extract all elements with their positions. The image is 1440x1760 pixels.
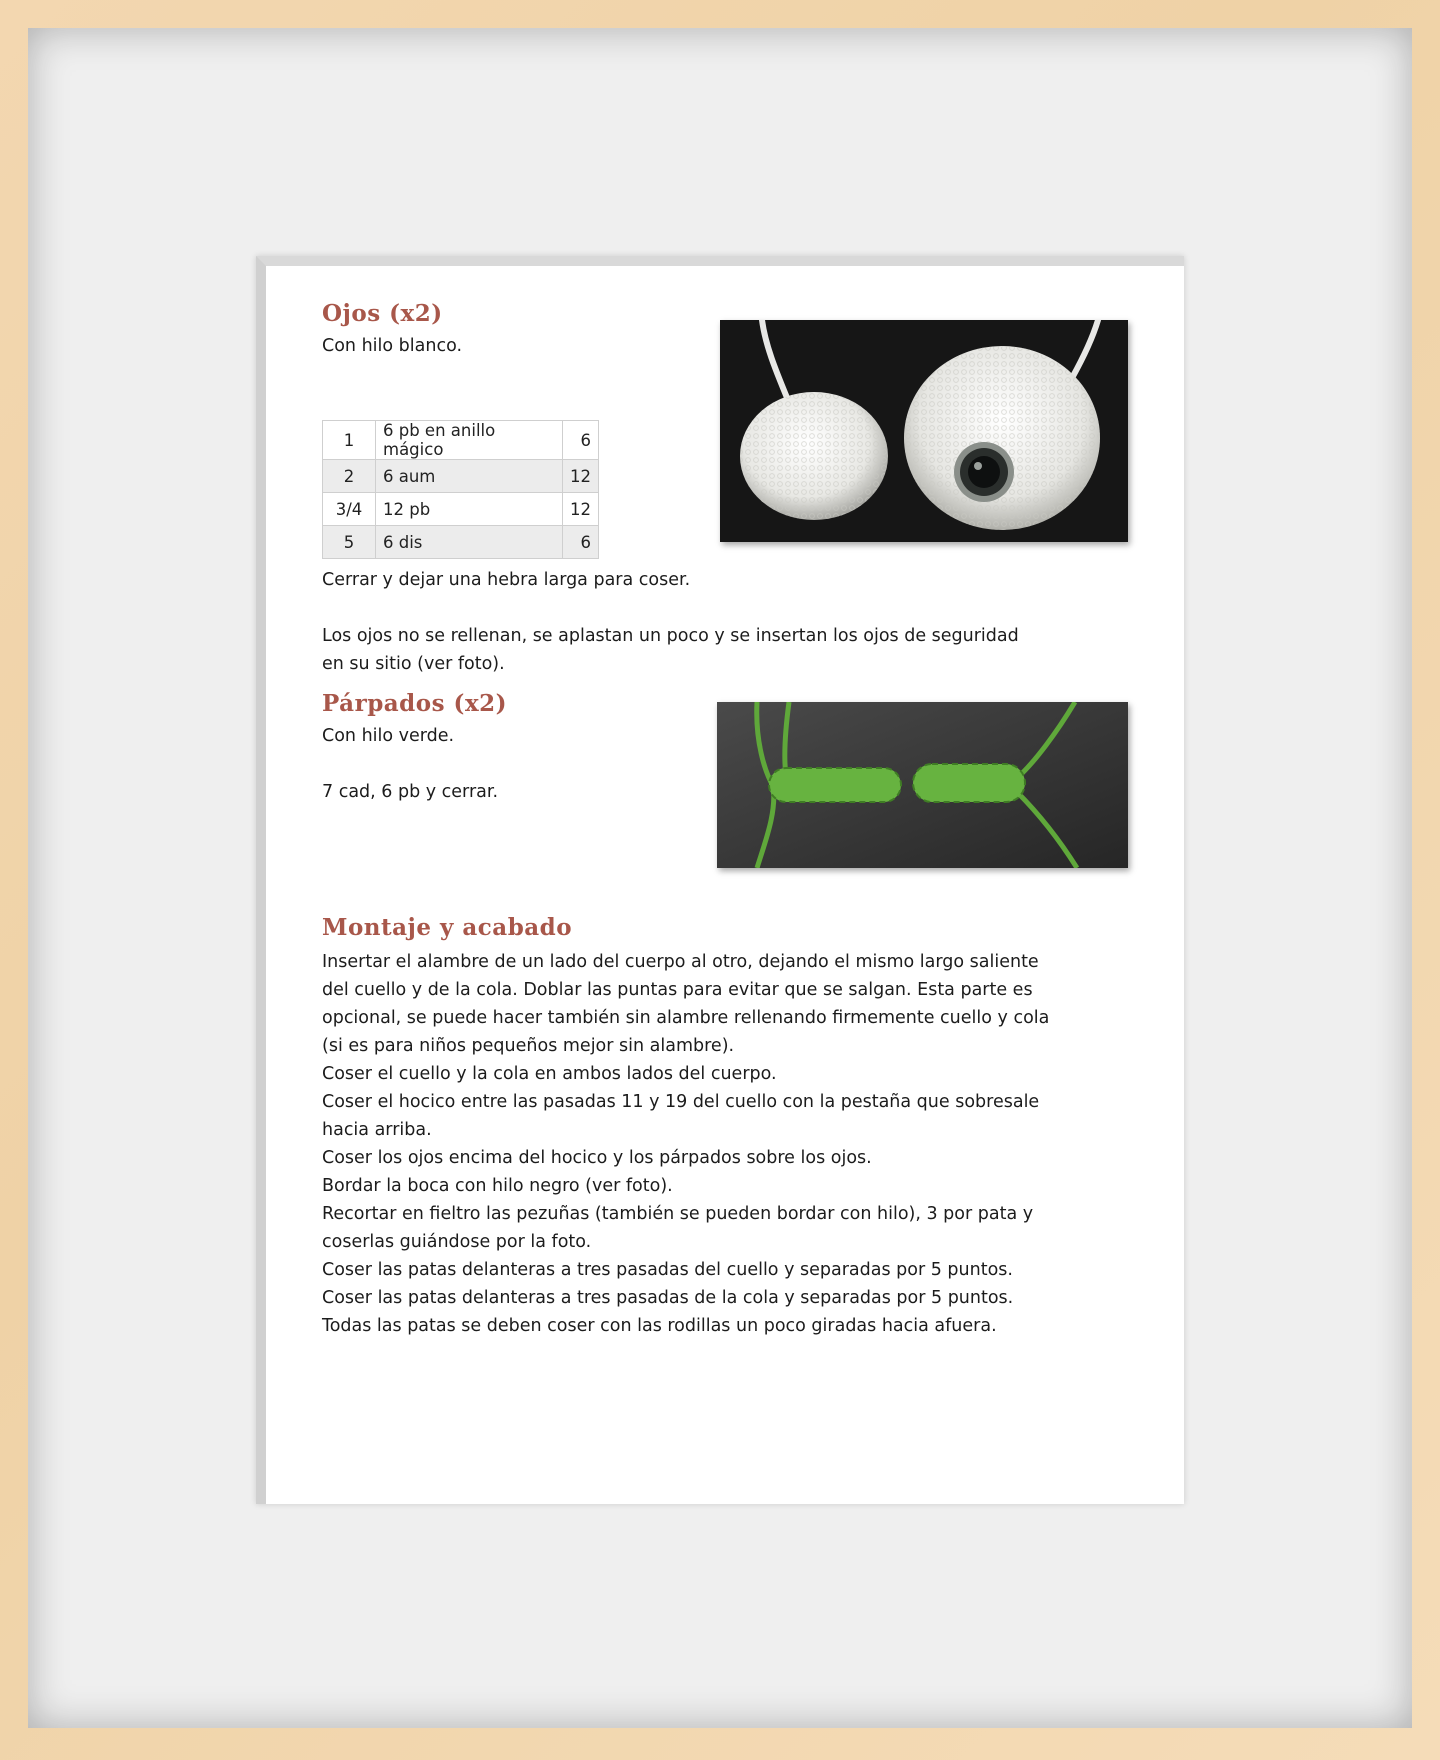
crochet-eyelids-illustration: [717, 702, 1128, 868]
row-number: 3/4: [323, 493, 376, 526]
montaje-line: Todas las patas se deben coser con las rodillas un poco giradas hacia afuera.: [322, 1316, 997, 1336]
row-count: 6: [563, 421, 599, 460]
ojos-note-line1: Los ojos no se rellenan, se aplastan un poco y se insertan los ojos de seguridad: [322, 626, 1019, 646]
row-description: 6 dis: [376, 526, 563, 559]
row-description: 6 pb en anillo mágico: [376, 421, 563, 460]
row-description: 12 pb: [376, 493, 563, 526]
ojos-heading: Ojos (x2): [322, 300, 443, 327]
row-number: 5: [323, 526, 376, 559]
ojos-note-line2: en su sitio (ver foto).: [322, 654, 505, 674]
montaje-line: Coser el hocico entre las pasadas 11 y 19 del cuello con la pestaña que sobresale: [322, 1092, 1040, 1112]
row-count: 12: [563, 493, 599, 526]
montaje-line: Recortar en fieltro las pezuñas (también se pueden bordar con hilo), 3 por pata y: [322, 1204, 1034, 1224]
crochet-eyes-illustration: [720, 320, 1128, 542]
table-row: [323, 421, 599, 460]
crochet-eyes-photo: [720, 320, 1128, 542]
ojos-subtitle: Con hilo blanco.: [322, 336, 463, 356]
parpados-subtitle: Con hilo verde.: [322, 726, 455, 746]
montaje-line: Insertar el alambre de un lado del cuerpo al otro, dejando el mismo largo saliente: [322, 952, 1039, 972]
row-number: 2: [323, 460, 376, 493]
row-count: 12: [563, 460, 599, 493]
table-row: [323, 460, 599, 493]
montaje-line: coserlas guiándose por la foto.: [322, 1232, 592, 1252]
parpados-heading: Párpados (x2): [322, 690, 508, 717]
ojos-note-close: Cerrar y dejar una hebra larga para coser.: [322, 570, 691, 590]
table-row: [323, 493, 599, 526]
montaje-line: Coser los ojos encima del hocico y los párpados sobre los ojos.: [322, 1148, 872, 1168]
montaje-line: Coser las patas delanteras a tres pasadas de la cola y separadas por 5 puntos.: [322, 1288, 1014, 1308]
montaje-line: hacia arriba.: [322, 1120, 432, 1140]
montaje-heading: Montaje y acabado: [322, 914, 573, 941]
montaje-line: Coser las patas delanteras a tres pasadas del cuello y separadas por 5 puntos.: [322, 1260, 1013, 1280]
montaje-line: del cuello y de la cola. Doblar las puntas para evitar que se salgan. Esta parte es: [322, 980, 1033, 1000]
montaje-line: opcional, se puede hacer también sin alambre rellenando firmemente cuello y cola: [322, 1008, 1050, 1028]
montaje-line: Bordar la boca con hilo negro (ver foto).: [322, 1176, 673, 1196]
row-description: 6 aum: [376, 460, 563, 493]
row-number: 1: [323, 421, 376, 460]
montaje-body: [322, 948, 1102, 1340]
row-count: 6: [563, 526, 599, 559]
crochet-eyelids-photo: [717, 702, 1128, 868]
document-page: [256, 256, 1184, 1504]
montaje-line: (si es para niños pequeños mejor sin alambre).: [322, 1036, 735, 1056]
ojos-pattern-table: [322, 420, 599, 559]
table-row: [323, 526, 599, 559]
montaje-line: Coser el cuello y la cola en ambos lados del cuerpo.: [322, 1064, 777, 1084]
parpados-instructions: 7 cad, 6 pb y cerrar.: [322, 782, 499, 802]
